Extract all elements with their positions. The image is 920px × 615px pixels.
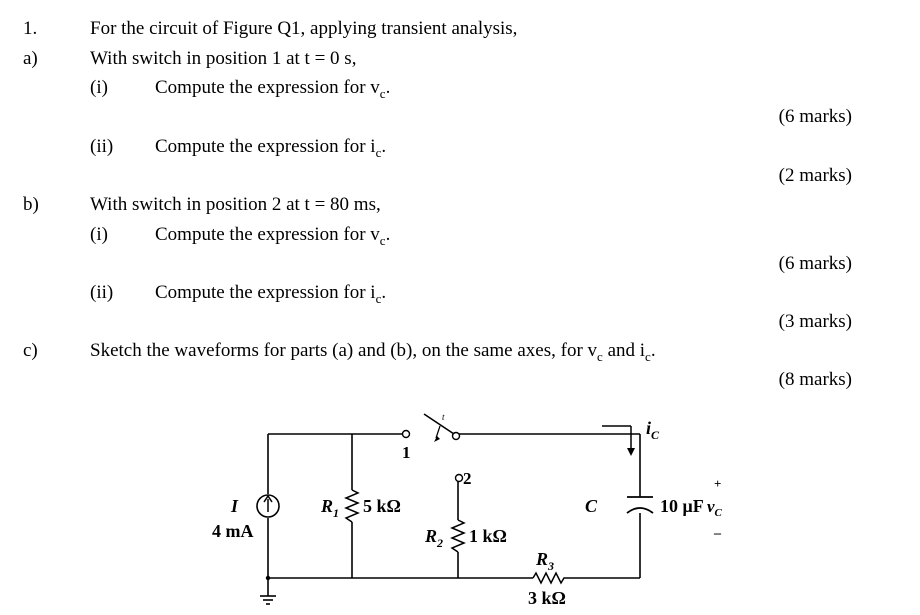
resistor-r3-symbol (533, 573, 567, 583)
ic-label: $i_C$ (646, 418, 660, 442)
resistor-r1-label: $R_1$ (321, 496, 340, 520)
ic-current-arrow (602, 426, 631, 452)
resistor-r3-value: 3 kΩ (528, 588, 566, 608)
part-c-text: Sketch the waveforms for parts (a) and (b), on the same axes, for $v_c$ and $i_c$. (90, 340, 656, 364)
part-b-ii-roman: (ii) (90, 282, 114, 303)
part-b-text: With switch in position 2 at t = 80 ms, (90, 194, 381, 215)
part-b-ii-marks: (3 marks) (778, 311, 852, 332)
part-a-ii-roman: (ii) (90, 136, 114, 157)
resistor-r1-value: 5 kΩ (363, 496, 401, 516)
question-intro: For the circuit of Figure Q1, applying transient analysis, (90, 18, 518, 39)
question-number: 1. (23, 18, 38, 39)
part-a-i-roman: (i) (90, 77, 108, 98)
vc-label: $v_C$ (707, 497, 722, 519)
switch (403, 412, 463, 482)
part-c-label: c) (23, 340, 38, 361)
part-b-label: b) (23, 194, 39, 215)
switch-position-2-label: 2 (463, 469, 472, 488)
capacitor-label: C (585, 496, 598, 516)
resistor-r2-value: 1 kΩ (469, 526, 507, 546)
part-a-ii-marks: (2 marks) (778, 165, 852, 186)
svg-text:t: t (442, 412, 445, 422)
resistor-r3-label: $R_3$ (536, 549, 555, 573)
part-b-i-roman: (i) (90, 224, 108, 245)
part-a-label: a) (23, 48, 38, 69)
ground-symbol (260, 596, 276, 604)
current-source-label: I (231, 496, 239, 516)
current-source-value: 4 mA (212, 521, 254, 541)
part-a-i-marks: (6 marks) (778, 106, 852, 127)
vc-minus-sign: – (714, 526, 721, 541)
resistor-r2-symbol (452, 520, 464, 552)
resistor-r2-label: $R_2$ (425, 526, 444, 550)
part-c-marks: (8 marks) (778, 369, 852, 390)
part-a-text: With switch in position 1 at t = 0 s, (90, 48, 357, 69)
part-a-i-text: Compute the expression for $v_c$. (155, 77, 391, 101)
resistor-r1-symbol (346, 490, 358, 522)
part-b-i-text: Compute the expression for $v_c$. (155, 224, 391, 248)
current-source-symbol (257, 495, 279, 517)
part-a-ii-text: Compute the expression for $i_c$. (155, 136, 387, 160)
switch-position-1-label: 1 (402, 443, 411, 462)
capacitor-symbol (627, 497, 653, 513)
part-b-ii-text: Compute the expression for $i_c$. (155, 282, 387, 306)
capacitor-value: 10 μF (660, 496, 704, 516)
part-b-i-marks: (6 marks) (778, 253, 852, 274)
vc-plus-sign: + (714, 476, 722, 491)
